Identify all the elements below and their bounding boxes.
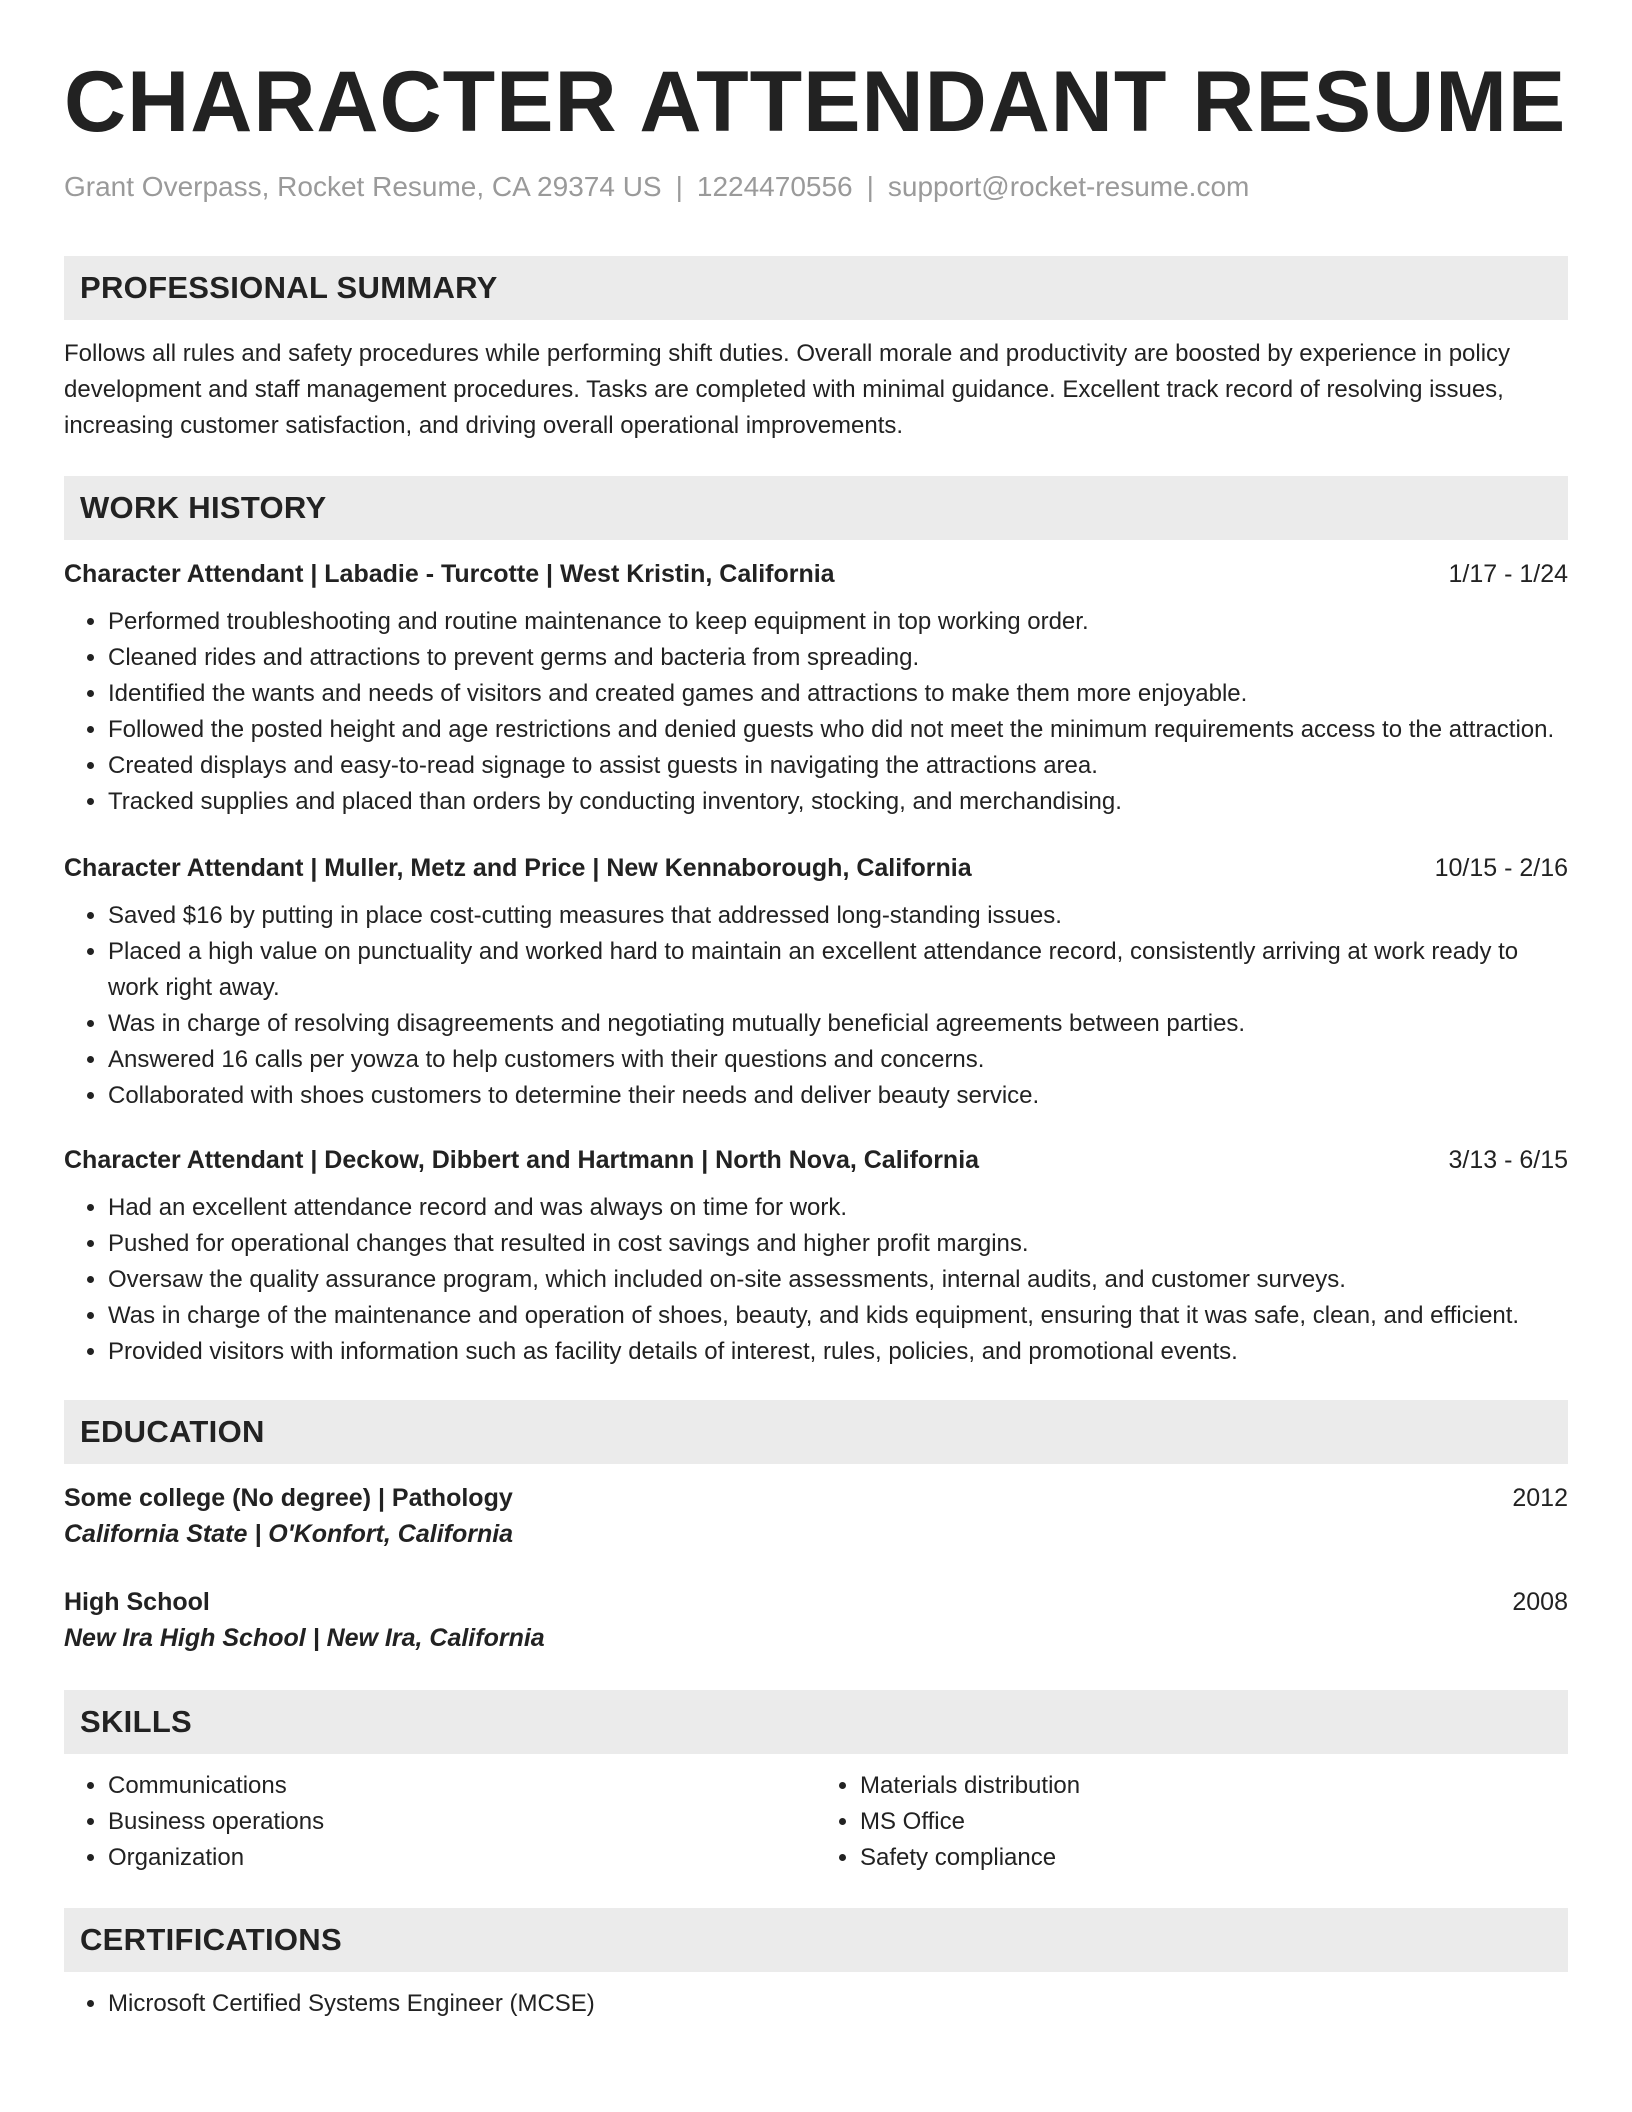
job-bullet: • Answered 16 calls per yowza to help customers with their questions and concerns. xyxy=(108,1042,1568,1078)
skill-item: • MS Office xyxy=(860,1804,1568,1840)
contact-separator: | xyxy=(675,171,683,202)
job-bullet: • Had an excellent attendance record and was always on time for work. xyxy=(108,1190,1568,1226)
job-header xyxy=(64,852,1568,884)
section-heading-skills: SKILLS xyxy=(64,1690,1568,1754)
skills-columns xyxy=(64,1768,1568,1876)
section-heading-certifications: CERTIFICATIONS xyxy=(64,1908,1568,1972)
job-bullet: • Saved $16 by putting in place cost-cutting measures that addressed long-standing issues. xyxy=(108,898,1568,934)
job-header xyxy=(64,1144,1568,1176)
job-bullet: • Placed a high value on punctuality and worked hard to maintain an excellent attendance record, consistently arriving at work ready to work right away. xyxy=(108,934,1568,1006)
certification-item: • Microsoft Certified Systems Engineer (MCSE) xyxy=(108,1986,1568,2022)
skill-item: • Safety compliance xyxy=(860,1840,1568,1876)
skills-list-left xyxy=(64,1768,816,1876)
education-year: 2012 xyxy=(1512,1484,1568,1512)
job-bullet: • Oversaw the quality assurance program, which included on-site assessments, internal audits, and customer surveys. xyxy=(108,1262,1568,1298)
skills-list-right xyxy=(816,1768,1568,1876)
education-header xyxy=(64,1482,1568,1514)
job-bullet: • Pushed for operational changes that resulted in cost savings and higher profit margins. xyxy=(108,1226,1568,1262)
job-title: Character Attendant | Labadie - Turcotte | West Kristin, California xyxy=(64,560,835,588)
certification-list xyxy=(64,1986,1568,2022)
job-bullet: • Performed troubleshooting and routine maintenance to keep equipment in top working order. xyxy=(108,604,1568,640)
skill-item: • Organization xyxy=(108,1840,816,1876)
job-bullet-list xyxy=(64,1190,1568,1370)
job-dates: 10/15 - 2/16 xyxy=(1434,854,1568,882)
education-title: High School xyxy=(64,1588,210,1616)
contact-line xyxy=(64,170,1568,204)
job-bullet: • Cleaned rides and attractions to prevent germs and bacteria from spreading. xyxy=(108,640,1568,676)
job-bullet: • Collaborated with shoes customers to determine their needs and deliver beauty service. xyxy=(108,1078,1568,1114)
section-heading-education: EDUCATION xyxy=(64,1400,1568,1464)
contact-phone: 1224470556 xyxy=(696,171,853,202)
job-bullet: • Created displays and easy-to-read signage to assist guests in navigating the attractions area. xyxy=(108,748,1568,784)
skill-item: • Communications xyxy=(108,1768,816,1804)
education-school: California State | O'Konfort, California xyxy=(64,1520,514,1548)
job-dates: 1/17 - 1/24 xyxy=(1448,560,1568,588)
education-header xyxy=(64,1586,1568,1618)
skill-item: • Business operations xyxy=(108,1804,816,1840)
job-bullet: • Was in charge of resolving disagreements and negotiating mutually beneficial agreements between parties. xyxy=(108,1006,1568,1042)
section-heading-summary: PROFESSIONAL SUMMARY xyxy=(64,256,1568,320)
contact-address: Grant Overpass, Rocket Resume, CA 29374 US xyxy=(64,171,662,202)
contact-email: support@rocket-resume.com xyxy=(887,171,1250,202)
job-bullet: • Provided visitors with information such as facility details of interest, rules, policies, and promotional events. xyxy=(108,1334,1568,1370)
education-school: New Ira High School | New Ira, California xyxy=(64,1624,545,1652)
skill-item: • Materials distribution xyxy=(860,1768,1568,1804)
job-title: Character Attendant | Muller, Metz and Price | New Kennaborough, California xyxy=(64,854,972,882)
job-bullet: • Identified the wants and needs of visitors and created games and attractions to make them more enjoyable. xyxy=(108,676,1568,712)
job-dates: 3/13 - 6/15 xyxy=(1448,1146,1568,1174)
education-year: 2008 xyxy=(1512,1588,1568,1616)
job-bullet-list xyxy=(64,604,1568,820)
job-bullet: • Tracked supplies and placed than orders by conducting inventory, stocking, and merchandising. xyxy=(108,784,1568,820)
resume-title: CHARACTER ATTENDANT RESUME xyxy=(64,54,1567,150)
contact-separator: | xyxy=(866,171,874,202)
job-header xyxy=(64,558,1568,590)
job-bullet: • Was in charge of the maintenance and operation of shoes, beauty, and kids equipment, ensuring that it was safe, clean, and efficient. xyxy=(108,1298,1568,1334)
job-title: Character Attendant | Deckow, Dibbert and Hartmann | North Nova, California xyxy=(64,1146,980,1174)
education-title: Some college (No degree) | Pathology xyxy=(64,1484,513,1512)
section-heading-work-history: WORK HISTORY xyxy=(64,476,1568,540)
job-bullet: • Followed the posted height and age restrictions and denied guests who did not meet the minimum requirements access to the attraction. xyxy=(108,712,1568,748)
summary-text: Follows all rules and safety procedures while performing shift duties. Overall morale and productivity are boosted by experience in policy development and staff management procedures. Tasks are completed with minimal guidance. Excellent track record of resolving issues, increasing customer satisfaction, and driving overall operational improvements. xyxy=(64,340,1511,439)
job-bullet-list xyxy=(64,898,1568,1114)
